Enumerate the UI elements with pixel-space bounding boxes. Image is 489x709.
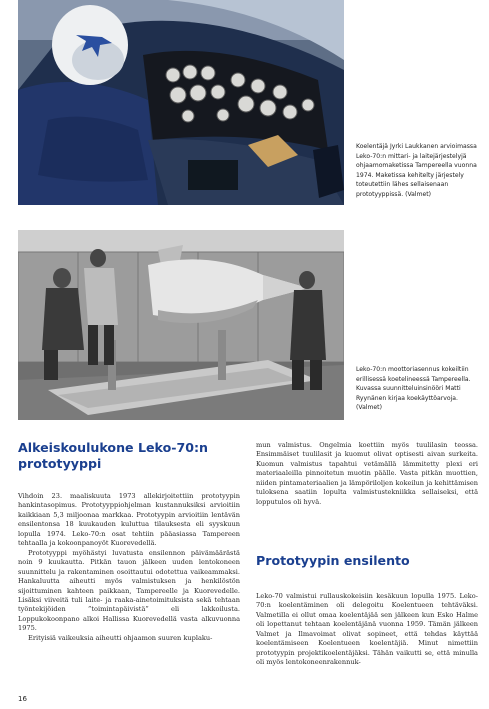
section-heading-prototype: Alkeiskoulukone Leko-70:n prototyyppi [18,440,208,471]
left-column-text [18,492,240,643]
body-paragraph: Erityisiä vaikeuksia aiheutti ohjaamon suuren kuplaku- [28,633,213,642]
body-paragraph: mun valmistus. Ongelmia koettiin myös tuulilasin teossa. Ensimmäiset tuulilasit ja kuomut olivat optisesti aivan surkeita. Kuomun valmistus tapahtui vetämällä lämmitetty plexi eri materiaaleilla pinnoitetun muotin päälle. Vasta pitkän muottien, niiden pintamateriaalien ja lämpöriloljen kokeilun ja kehittämisen tuloksena saatiin lopulta valmistustekniikka sellaiseksi, että lopputulos oli hyvä. [256,441,478,506]
page-number: 16 [18,695,27,703]
section-heading-first-flight: Prototyypin ensilento [256,553,410,568]
engine-test-stand-photo [18,230,344,420]
body-paragraph: Leko-70 valmistui rullauskokeisiin kesäkuun lopulla 1975. Leko-70:n koelentäminen oli delegoitu Koelentueen tehtäväksi. Valmetilla ei ollut omaa koelentäjää sen jälkeen kun Esko Halme oli lopettanut tehtaan koelentäjänä vuonna 1959. Tämän jälkeen Valmet ja Ilmavoimat olivat sopineet, että tehdas käyttää koelentämiseen Koelentueen koelentäjiä. Minut nimettiin prototyypin projektikoelentäjäksi. Tähän vaikutti se, että minulla oli myös lentokoneenrakennuk- [256,592,478,667]
right-column-text-bottom [256,592,478,668]
right-column-text-top [256,441,478,507]
photo-caption-cockpit: Koelentäjä Jyrki Laukkanen arvioimassa Leko-70:n mittari- ja laitejärjestelyjä ohjaamomaketissa Tampereella vuonna 1974. Maketissa kehitelty järjestely toteutettiin lähes sellaisenaan prototyyppissä. (Valmet) [356,143,477,198]
body-paragraph: Vihdoin 23. maaliskuuta 1973 allekirjoitettiin prototyypin hankintasopimus. Prototyyppiohjelman kustannuksiksi arvioitiin kaikkiaan 5,3 miljoonaa markkaa. Prototyypin arvioitiin lentävän ensilentonsa 18 kuukauden kuluttua tilauksesta eli syyskuun lopulla 1974. Leko-70:n osat tehtiin pääasiassa Tampereen tehtaalla ja kokoonpanoyöt Kuorevedellä. [18,492,240,548]
body-paragraph: Prototyyppi myöhästyi luvatusta ensilennon päivämäärästä noin 9 kuukautta. Pitkän tauon jälkeen uuden lentokoneen suunnittelu ja rakentaminen osoittautui odotettua vaikeammaksi. Hankaluutta aiheutti myös valmistuksen ja henkilöstön sijoittuminen kahteen paikkaan, Tampereelle ja Kuorevedelle. Lisäksi viiveitä tuli laite- ja raaka-ainetoimituksista sekä tehtaan työntekijöiden ”toimintapäivistä” eli lakkoilusta. Loppukokoonpano alkoi Hallissa Kuorevedellä vasta alkuvuonna 1975. [18,548,240,633]
cockpit-mockup-photo [18,0,344,205]
photo-caption-engine-test: Leko-70:n moottoriasennus kokeiltiin erillisessä koetelineessä Tampereella. Kuvassa suunnitteluinsinööri Matti Ryynänen kirjaa koekäyttöarvoja. (Valmet) [356,366,471,412]
